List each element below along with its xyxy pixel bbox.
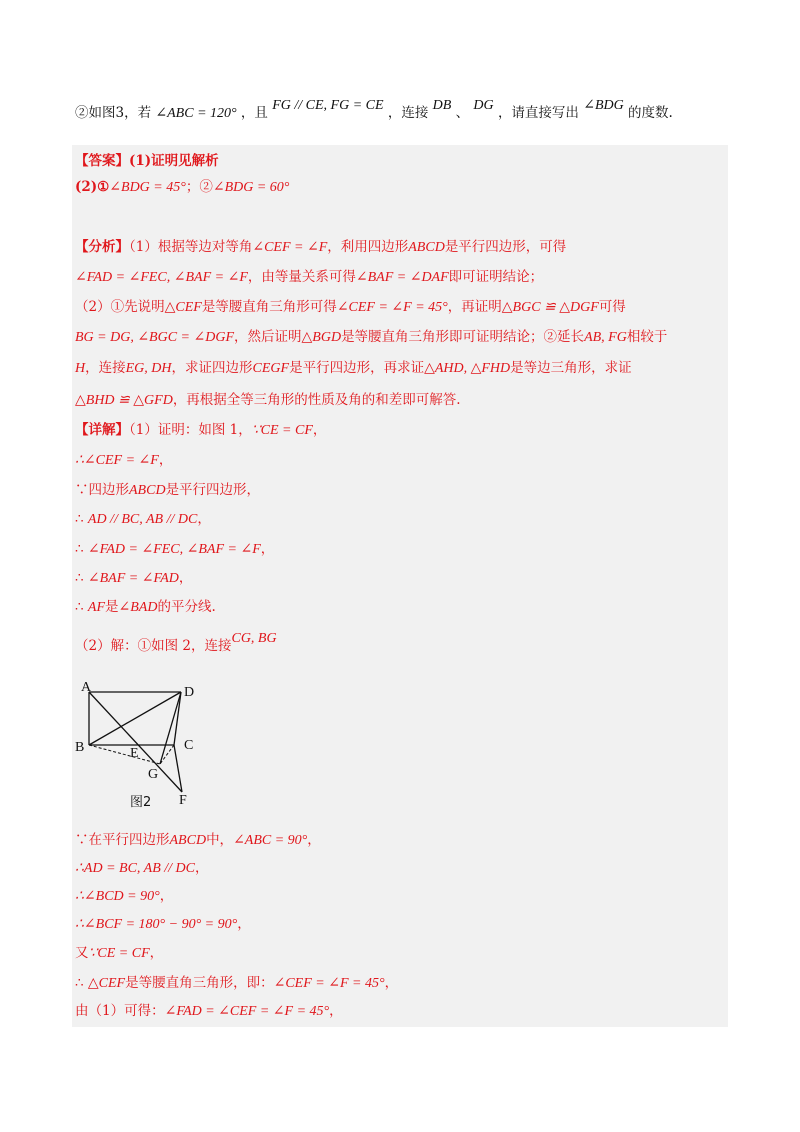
detail-seg — [75, 511, 211, 527]
math-expression: ∠CEF = ∠F = 45° — [336, 300, 448, 315]
detail-seg — [75, 599, 216, 615]
point-f-label: F — [179, 793, 187, 808]
math-expression: AB, FG — [584, 330, 627, 345]
figure-2-diagram — [72, 680, 200, 815]
text-fragment: 中， — [206, 832, 234, 848]
question-text: ，且 — [240, 105, 268, 121]
answer-line-1 — [75, 152, 219, 170]
detail-seg — [75, 570, 192, 586]
math-expression: ∠BAF = ∠DAF — [355, 270, 449, 285]
math-expression: ∠FAD = ∠FEC, ∠BAF = ∠F — [75, 270, 248, 285]
detail-line-8 — [75, 631, 277, 656]
math-expression: ∠BAD — [118, 600, 158, 615]
text-fragment: ， — [237, 916, 251, 932]
detail-line-5 — [75, 540, 274, 559]
detail-line-12 — [75, 915, 251, 934]
text-fragment: ∴ — [75, 599, 88, 615]
segments-cg-bg: CG, BG — [231, 631, 277, 646]
segment-bg — [89, 745, 160, 764]
detail-line-2 — [75, 451, 172, 470]
text-fragment: 的平分线. — [157, 599, 216, 615]
text-fragment: 由（1）可得： — [75, 1003, 165, 1019]
text-fragment: ∴ — [75, 975, 88, 991]
question-text: ②如图3，若 — [75, 105, 152, 121]
math-expression: ABCD — [169, 833, 207, 848]
math-expression: △AHD, △FHD — [424, 361, 511, 376]
answer-part1: (1)证明见解析 — [129, 153, 219, 169]
question-text: 的度数. — [628, 105, 673, 121]
text-fragment: ， — [312, 422, 327, 438]
analysis-line-1 — [75, 238, 566, 257]
text-fragment: ， — [197, 511, 211, 527]
detail-seg — [75, 1003, 343, 1019]
detail-seg — [75, 452, 172, 468]
question-line — [75, 98, 673, 123]
analysis-line-5 — [75, 359, 632, 378]
text-fragment: 是等腰直角三角形，即： — [125, 975, 274, 991]
math-expression: ABCD — [129, 483, 166, 498]
text-fragment: 是等腰直角三角形可得 — [201, 299, 337, 315]
text-fragment: 是等边三角形，求证 — [510, 360, 632, 376]
question-text: ，连接 — [387, 105, 429, 121]
answer-part2-prefix: (2)① — [75, 179, 110, 195]
math-expression: △BHD ≌ △GFD — [75, 393, 173, 408]
solution-panel-gap — [200, 680, 728, 815]
answer-sep: ；② — [185, 179, 213, 195]
text-fragment: 是平行四边形， — [165, 482, 261, 498]
detail-line-6 — [75, 569, 192, 588]
math-expression: ∠FAD = ∠FEC, ∠BAF = ∠F — [87, 542, 261, 557]
question-text: 、 — [455, 105, 470, 121]
text-fragment: ∴ — [75, 511, 88, 527]
text-fragment: 相较于 — [626, 329, 668, 345]
detail-line-9 — [75, 831, 321, 850]
text-fragment: 是等腰直角三角形即可证明结论；②延长 — [341, 329, 585, 345]
detail-line-14 — [75, 974, 398, 993]
analysis-line-6 — [75, 391, 461, 410]
text-fragment: ，再证明 — [447, 299, 502, 315]
detail-seg — [75, 975, 398, 991]
analysis-line-2 — [75, 268, 543, 287]
point-c-label: C — [184, 738, 194, 753]
segment-dc — [174, 692, 181, 745]
detail-seg — [75, 888, 173, 904]
text-fragment: 可得 — [598, 299, 626, 315]
text-fragment: ，利用四边形 — [327, 239, 409, 255]
text-fragment: 是 — [105, 599, 119, 615]
text-fragment: ， — [329, 1003, 343, 1019]
analysis-seg — [75, 360, 632, 376]
math-expression: H — [75, 361, 86, 376]
detail-seg — [75, 945, 163, 961]
detail-line-7 — [75, 598, 216, 617]
text-fragment: 又 — [75, 945, 89, 961]
text-fragment: ，由等量关系可得 — [247, 269, 356, 285]
figure-2 — [72, 680, 200, 815]
text-fragment: ， — [178, 570, 193, 586]
detail-line-15 — [75, 1002, 343, 1021]
answer-label: 【答案】 — [75, 153, 129, 169]
answer-line-2 — [75, 178, 289, 197]
analysis-seg — [75, 329, 667, 345]
math-expression: ∠CEF = ∠F — [252, 240, 328, 255]
text-fragment: ， — [159, 888, 174, 904]
text-fragment: （1）根据等边对等角 — [129, 239, 253, 255]
point-a-label: A — [81, 680, 92, 695]
text-fragment: （2）①先说明 — [75, 299, 165, 315]
text-fragment: ， — [194, 860, 209, 876]
detail-line-10 — [75, 859, 208, 878]
detail-seg — [129, 422, 326, 438]
detail-seg — [75, 860, 208, 876]
segment-af — [89, 692, 182, 792]
text-fragment: ∴ — [75, 541, 88, 557]
point-d-label: D — [184, 685, 195, 700]
math-expression: △BGC ≌ △DGF — [501, 300, 599, 315]
detail-part2-intro: （2）解：①如图 2，连接 — [75, 638, 232, 654]
detail-seg — [75, 482, 260, 498]
detail-line-1 — [75, 421, 326, 440]
math-expression: ∠CEF = ∠F = 45° — [273, 976, 385, 991]
detail-line-4 — [75, 510, 211, 529]
segment-db: DB — [432, 98, 452, 113]
analysis-label: 【分析】 — [75, 239, 129, 255]
text-fragment: 即可证明结论； — [448, 269, 544, 285]
text-fragment: ∵在平行四边形 — [75, 832, 170, 848]
math-expression: EG, DH — [125, 361, 172, 376]
text-fragment: ， — [158, 452, 173, 468]
math-expression: △BGD — [301, 330, 342, 345]
math-expression: ∠ABC = 90° — [233, 833, 308, 848]
math-expression: ∴∠CEF = ∠F — [75, 453, 159, 468]
text-fragment: 是平行四边形，再求证 — [289, 360, 425, 376]
analysis-line-3 — [75, 298, 626, 317]
text-fragment: ， — [307, 832, 321, 848]
text-fragment: ， — [384, 975, 399, 991]
analysis-seg — [75, 269, 543, 285]
point-g-label: G — [148, 767, 159, 782]
analysis-seg — [129, 239, 566, 255]
angle-abc-value: ∠ABC = 120° — [155, 106, 237, 121]
math-expression: BG = DG, ∠BGC = ∠DGF — [75, 330, 235, 345]
text-fragment: ， — [260, 541, 275, 557]
math-expression: △CEF — [87, 976, 126, 991]
math-expression: △CEF — [164, 300, 202, 315]
text-fragment: ，连接 — [85, 360, 126, 376]
math-expression: ∵CE = CF — [251, 423, 313, 438]
detail-seg — [75, 541, 274, 557]
math-expression: CEGF — [252, 361, 290, 376]
math-expression: ABCD — [408, 240, 445, 255]
text-fragment: ∵四边形 — [75, 482, 129, 498]
answer-value-2: ∠BDG = 60° — [212, 180, 290, 195]
math-expression: ∴∠BCD = 90° — [75, 889, 160, 904]
detail-seg — [75, 832, 321, 848]
question-text: ，请直接写出 — [497, 105, 579, 121]
text-fragment: ， — [149, 945, 164, 961]
text-fragment: （1）证明：如图 1， — [129, 422, 252, 438]
detail-line-13 — [75, 944, 163, 963]
text-fragment: 是平行四边形，可得 — [444, 239, 567, 255]
analysis-seg — [75, 392, 461, 408]
detail-line-3 — [75, 481, 260, 500]
math-expression: AF — [87, 600, 105, 615]
answer-value-1: ∠BDG = 45° — [109, 180, 186, 195]
analysis-seg — [75, 299, 626, 315]
condition-fg-ce: FG // CE, FG = CE — [272, 98, 384, 113]
angle-bdg: ∠BDG — [583, 98, 624, 113]
text-fragment: ，再根据全等三角形的性质及角的和差即可解答. — [172, 392, 461, 408]
math-expression: ∠FAD = ∠CEF = ∠F = 45° — [164, 1004, 330, 1019]
segment-dg: DG — [473, 98, 494, 113]
math-expression: AD // BC, AB // DC — [87, 512, 198, 527]
math-expression: ∵CE = CF — [88, 946, 150, 961]
math-expression: ∴∠BCF = 180° − 90° = 90° — [75, 917, 238, 932]
point-b-label: B — [75, 740, 85, 755]
detail-label: 【详解】 — [75, 422, 129, 438]
point-e-label: E — [130, 746, 139, 761]
text-fragment: ∴ — [75, 570, 88, 586]
detail-seg — [75, 916, 251, 932]
analysis-line-4 — [75, 328, 667, 347]
text-fragment: ，求证四边形 — [171, 360, 253, 376]
text-fragment: ，然后证明 — [234, 329, 302, 345]
figure-caption: 图2 — [130, 795, 152, 810]
math-expression: ∠BAF = ∠FAD — [87, 571, 179, 586]
math-expression: ∴AD = BC, AB // DC — [75, 861, 195, 876]
detail-line-11 — [75, 887, 173, 906]
